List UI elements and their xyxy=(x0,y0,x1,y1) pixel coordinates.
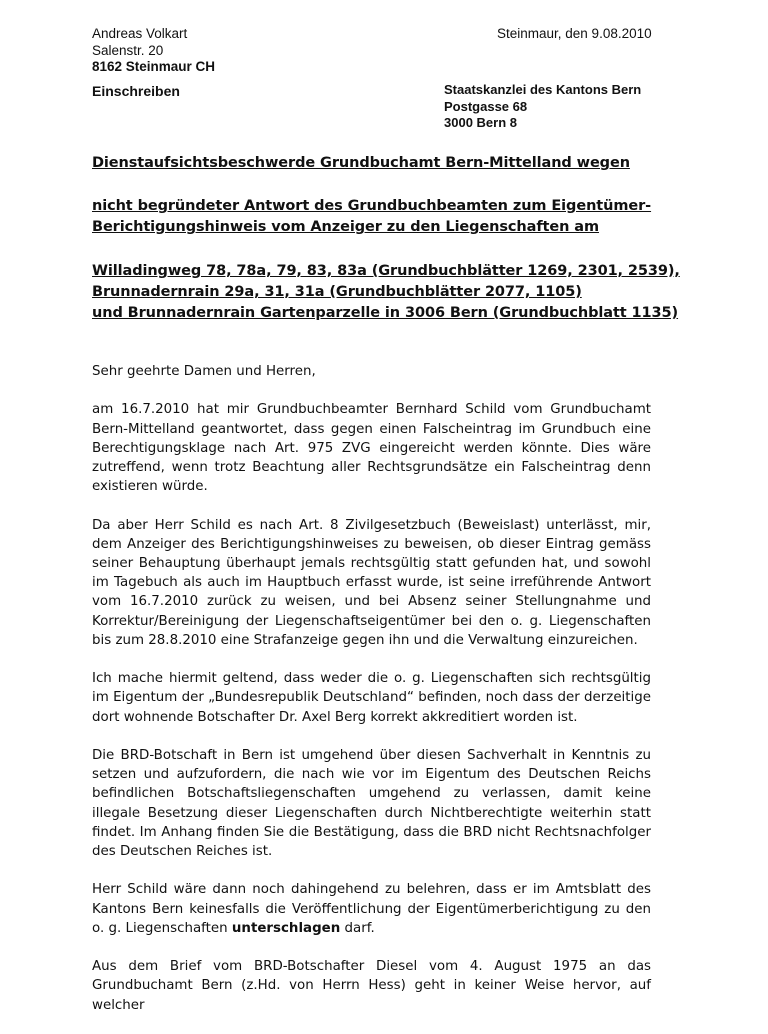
paragraph-5 xyxy=(92,880,651,938)
recipient-street: Postgasse 68 xyxy=(444,98,528,114)
subject-line-5: Brunnadernrain 29a, 31, 31a (Grundbuchblätter 2077, 1105) xyxy=(92,284,582,300)
place-date: Steinmaur, den 9.08.2010 xyxy=(497,26,652,41)
paragraph-1: am 16.7.2010 hat mir Grundbuchbeamter Bernhard Schild vom Grundbuchamt Bern-Mittelland geantwortet, dass gegen einen Falscheintrag im Grundbuch eine Berechtigungsklage nach Art. 975 ZVG eingereicht werden könnte. Dies wäre zutreffend, wenn trotz Beachtung aller Rechtsgrundsätze ein Falscheintrag denn existieren würde. xyxy=(92,402,651,495)
salutation: Sehr geehrte Damen und Herren, xyxy=(92,364,316,379)
letter-body xyxy=(92,362,651,1034)
paragraph-5-text-start: Herr Schild wäre dann noch dahingehend zu belehren, dass er im Amtsblatt des Kantons Bern keinesfalls die Veröffentlichung der Eigentümerberichtigung zu den o. g. Liegenschaften xyxy=(92,882,651,936)
paragraph-6: Aus dem Brief vom BRD-Botschafter Diesel vom 4. August 1975 an das Grundbuchamt Bern (z.Hd. von Herrn Hess) geht in keiner Weise hervor, auf welcher xyxy=(92,959,651,1013)
sender-street: Salenstr. 20 xyxy=(92,42,164,58)
subject-line-1: Dienstaufsichtsbeschwerde Grundbuchamt Bern-Mittelland wegen xyxy=(92,155,630,171)
recipient-block xyxy=(444,82,641,132)
recipient-name: Staatskanzlei des Kantons Bern xyxy=(444,82,642,97)
subject-line-2: nicht begründeter Antwort des Grundbuchbeamten zum Eigentümer- xyxy=(92,198,652,214)
paragraph-5-text-end: darf. xyxy=(340,920,375,936)
subject-line-4: Willadingweg 78, 78a, 79, 83, 83a (Grundbuchblätter 1269, 2301, 2539), xyxy=(92,263,680,279)
subject-line-6: und Brunnadernrain Gartenparzelle in 3006 Bern (Grundbuchblatt 1135) xyxy=(92,305,679,321)
delivery-type: Einschreiben xyxy=(92,83,180,99)
emphasis-unterschlagen: unterschlagen xyxy=(231,920,341,936)
sender-city: 8162 Steinmaur CH xyxy=(92,59,216,74)
recipient-city: 3000 Bern 8 xyxy=(444,115,517,130)
paragraph-4: Die BRD-Botschaft in Bern ist umgehend über diesen Sachverhalt in Kenntnis zu setzen und aufzufordern, die nach wie vor im Eigentum des Deutschen Reichs befindlichen Botschaftsliegenschaften umgehend zu verlassen, damit keine illegale Besetzung dieser Liegenschaften durch Nichtberechtigte weiterhin statt findet. Im Anhang finden Sie die Bestätigung, dass die BRD nicht Rechtsnachfolger des Deutschen Reiches ist. xyxy=(92,748,651,860)
paragraph-2: Da aber Herr Schild es nach Art. 8 Zivilgesetzbuch (Beweislast) unterlässt, mir, dem Anzeiger des Berichtigungshinweises zu beweisen, ob dieser Eintrag gemäss seiner Behauptung überhaupt jemals rechtsgültig statt gefunden hat, und sowohl im Tagebuch als auch im Hauptbuch erfasst wurde, ist seine irreführende Antwort vom 16.7.2010 zurück zu weisen, und bei Absenz seiner Stellungnahme und Korrektur/Bereinigung der Liegenschaftseigentümer bei den o. g. Liegenschaften bis zum 28.8.2010 eine Strafanzeige gegen ihn und die Verwaltung einzureichen. xyxy=(92,517,651,648)
sender-block xyxy=(92,26,215,76)
sender-name: Andreas Volkart xyxy=(92,26,188,41)
paragraph-3: Ich mache hiermit geltend, dass weder die o. g. Liegenschaften sich rechtsgültig im Eigentum der „Bundesrepublik Deutschland“ befinden, noch dass der derzeitige dort wohnende Botschafter Dr. Axel Berg korrekt akkreditiert worden ist. xyxy=(92,671,651,725)
subject-line-3: Berichtigungshinweis vom Anzeiger zu den Liegenschaften am xyxy=(92,219,599,235)
